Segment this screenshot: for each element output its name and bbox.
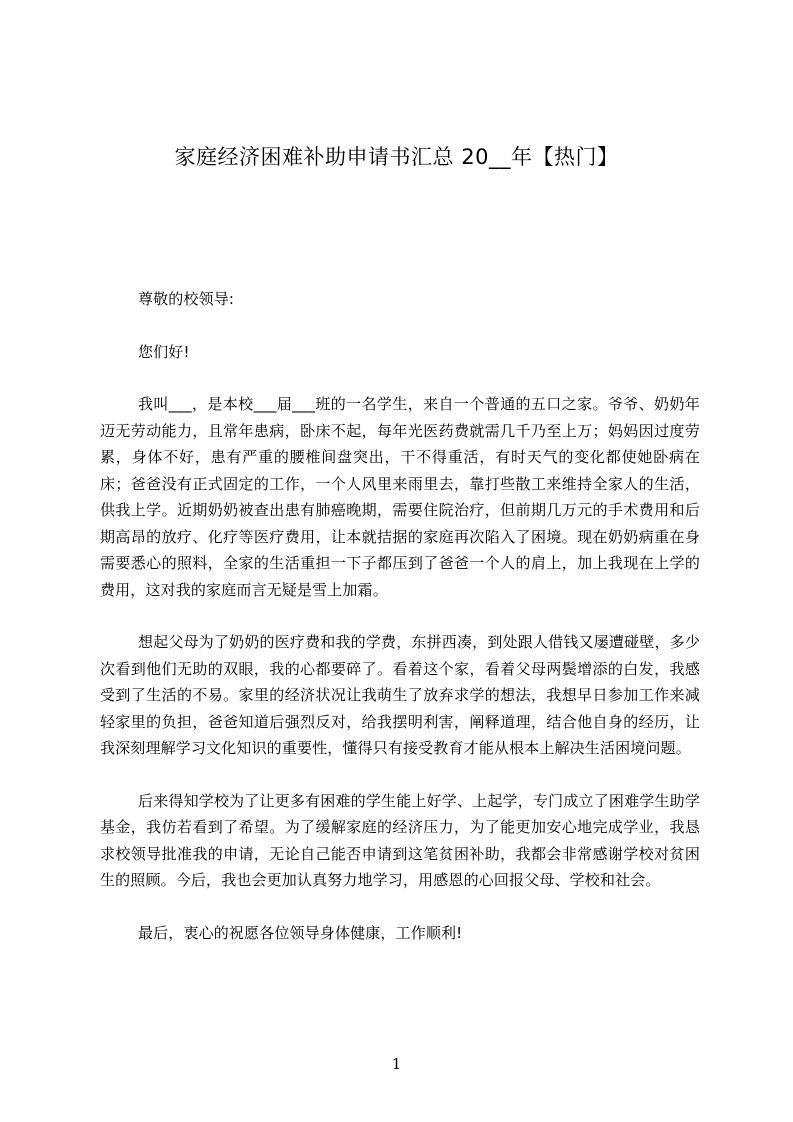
document-body: [100, 286, 700, 972]
body-paragraph: 想起父母为了奶奶的医疗费和我的学费，东拼西凑，到处跟人借钱又屡遭碰壁，多少次看到他们无助的双眼，我的心都要碎了。看着这个家，看着父母两鬓增添的白发，我感受到了生活的不易。家里的经济状况让我萌生了放弃求学的想法，我想早日参加工作来减轻家里的负担，爸爸知道后强烈反对，给我摆明利害，阐释道理，结合他自身的经历，让我深刻理解学习文化知识的重要性，懂得只有接受教育才能从根本上解决生活困境问题。: [100, 633, 700, 757]
salutation: 尊敬的校领导:: [138, 290, 235, 308]
body-paragraph: 我叫___，是本校___届___班的一名学生，来自一个普通的五口之家。爷爷、奶奶年迈无劳动能力，且常年患病，卧床不起，每年光医药费就需几千乃至上万；妈妈因过度劳累，身体不好，患有严重的腰椎间盘突出，干不得重活，有时天气的变化都使她卧病在床；爸爸没有正式固定的工作，一个人风里来雨里去，靠打些散工来维持全家人的生活，供我上学。近期奶奶被查出患有肺癌晚期，需要住院治疗，但前期几万元的手术费用和后期高昂的放疗、化疗等医疗费用，让本就拮据的家庭再次陷入了困境。现在奶奶病重在身需要悉心的照料，全家的生活重担一下子都压到了爸爸一个人的肩上，加上我现在上学的费用，这对我的家庭而言无疑是雪上加霜。: [100, 395, 700, 599]
body-paragraph: 后来得知学校为了让更多有困难的学生能上好学、上起学，专门成立了困难学生助学基金，我仿若看到了希望。为了缓解家庭的经济压力，为了能更加安心地完成学业，我恳求校领导批准我的申请，无论自己能否申请到这笔贫困补助，我都会非常感谢学校对贫困生的照顾。今后，我也会更加认真努力地学习，用感恩的心回报父母、学校和社会。: [100, 791, 700, 889]
closing: 最后，衷心的祝愿各位领导身体健康，工作顺利!: [138, 923, 463, 942]
document-title: 家庭经济困难补助申请书汇总 20__年【热门】: [174, 145, 619, 169]
greeting: 您们好!: [138, 342, 190, 361]
page-number: 1: [391, 1055, 402, 1073]
